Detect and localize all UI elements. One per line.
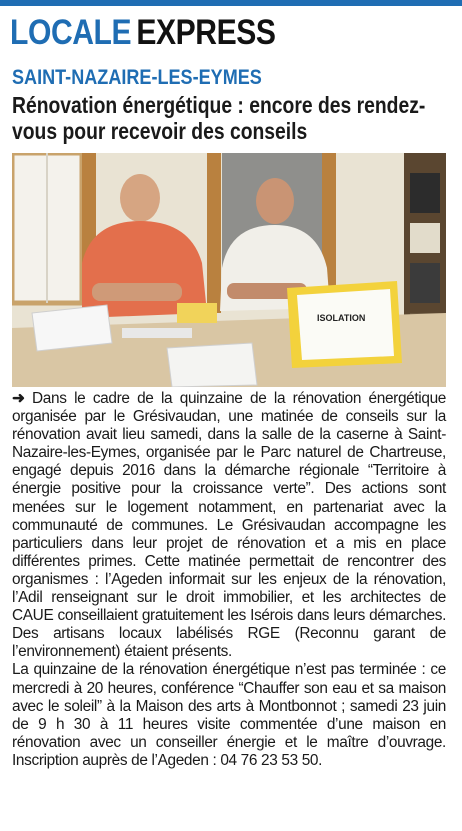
section-header-locale: LOCALE (10, 13, 132, 52)
article-body (12, 390, 446, 770)
article-headline: Rénovation énergétique : encore des rendez-vous pour recevoir des conseils (12, 92, 426, 144)
top-accent-bar (0, 0, 462, 6)
article-paragraph-1-text: Dans le cadre de la quinzaine de la rénovation énergétique organisée par le Grésivaudan, une matinée de conseils sur la rénovation avait lieu samedi, dans la salle de la caserne à Saint-Nazaire-les-Eymes, organisée par le Parc naturel de Chartreuse, engagé depuis 2016 dans la démarche régionale “Territoire à énergie positive pour la croissance verte”. Des actions sont menées sur le logement notamment, en partenariat avec la communauté de communes. Le Grésivaudan accompagne les particuliers dans leur projet de rénovation et a mis en place différentes primes. Cette matinée permettait de rencontrer des organismes : l’Ageden informait sur les enjeux de la rénovation, l’Adil renseignant sur le droit immobilier, et les architectes de CAUE conseillaient gratuitement les Isérois dans leurs démarches. Des artisans locaux labélisés RGE (Reconnu garant de l’environnement) étaient présents. (12, 390, 446, 661)
article-photo (12, 153, 446, 387)
section-header-express: EXPRESS (136, 13, 276, 52)
lead-arrow-icon: ➜ (12, 390, 25, 407)
section-header (10, 14, 276, 52)
article-location: SAINT-NAZAIRE-LES-EYMES (12, 66, 262, 89)
article-paragraph-2: La quinzaine de la rénovation énergétique n’est pas terminée : ce mercredi à 20 heures, conférence “Chauffer son eau et sa maison avec le soleil” à la Maison des arts à Montbonnot ; samedi 23 juin de 9 h 30 à 11 heures visite commentée d’une maison en rénovation avec un conseiller énergie et le maître d’ouvrage. Inscription auprès de l’Ageden : 04 76 23 53 50. (12, 661, 446, 769)
isolation-sign-text: ISOLATION (317, 313, 366, 323)
article-paragraph-1 (12, 390, 446, 661)
